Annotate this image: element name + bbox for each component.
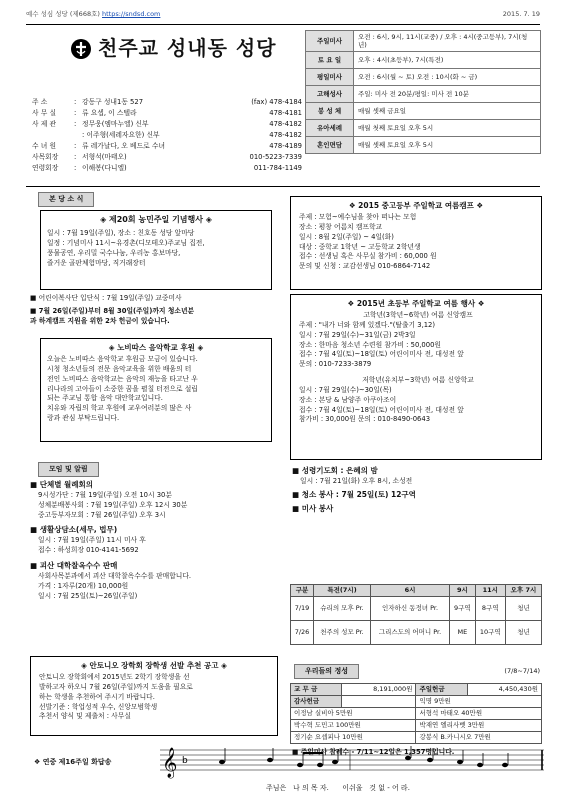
camp-line: 문의 : 010-7233-3879 — [299, 360, 372, 369]
schedule-key: 유아세례 — [306, 120, 354, 137]
mass-cell: 7/26 — [291, 621, 314, 645]
info-row: 수 녀 원 : 류 레가날다, 오 베드로 수녀 478-4189 — [32, 142, 302, 150]
section-tab-offerings: 우리들의 정성 — [294, 664, 359, 679]
consult-line: 일시 : 7월 19일(주일) 11시 미사 후 — [38, 536, 146, 545]
responsorial-psalm — [30, 744, 544, 800]
scholarship-lines — [39, 673, 193, 722]
info-phone: 478-4189 — [269, 142, 302, 150]
music-line: 랑과 관심 부탁드립니다. — [47, 414, 120, 423]
children-camp-box — [290, 294, 542, 460]
mass-cell: 9구역 — [450, 597, 476, 621]
header-rule — [26, 186, 540, 187]
corn-line: 일시 : 7월 25일(토)~26일(주일) — [38, 591, 138, 600]
info-key: 수 녀 원 — [32, 142, 57, 150]
issue-text: 예수 성심 성당 (제668호) — [26, 10, 100, 18]
camp-line: 장소 : 본당 & 남양주 아쿠아조이 — [299, 395, 397, 404]
mass-cell: 인자하신 동정녀 Pr. — [371, 597, 450, 621]
scholarship-line: 추천서 양식 및 제출처 : 사무실 — [39, 712, 131, 721]
mass-schedule-table — [305, 30, 541, 154]
info-key: 사 무 실 — [32, 109, 57, 117]
consult-head: ■ 생활상담소(세무, 법무) — [30, 525, 280, 536]
offering-donor: 이정남 실비아 5만원 — [291, 708, 416, 720]
music-school-box — [40, 338, 272, 442]
info-key: 사 제 관 — [32, 120, 57, 128]
right-notices — [292, 466, 542, 514]
corn-line: 사회사목분과에서 괴산 대학찰옥수수를 판매합니다. — [38, 571, 192, 580]
mass-col-header: 특전(7시) — [314, 585, 371, 597]
info-row: 주 소 : 강동구 성내1동 527 (fax) 478-4184 — [32, 98, 302, 106]
info-key: 주 소 — [32, 98, 48, 106]
info-value: 정무웅(엠마누엘) 신부 — [82, 120, 149, 128]
schedule-key: 봉 성 체 — [306, 103, 354, 120]
offering-key: 주일헌금 — [416, 684, 467, 696]
offering-donor: 서형석 마태오 40만원 — [416, 708, 542, 720]
offering-period: (7/8~7/14) — [504, 667, 540, 675]
offering-key: 감사헌금 — [291, 696, 342, 708]
camp-line: 접수 : 7월 4일(토)~18일(토) 어린이미사 전, 대성전 앞 — [299, 405, 464, 414]
offering-donor: 익명 9만원 — [416, 696, 542, 708]
camp-line: 주제 : 모험~예수님을 찾아 떠나는 모험 — [299, 213, 417, 221]
contact-info — [32, 98, 302, 175]
music-school-lines — [47, 355, 265, 424]
section-tab-meetings: 모임 및 알림 — [38, 462, 99, 477]
schedule-row — [306, 103, 541, 120]
camp-line: 장소 : 평창 어름치 캠프학교 — [299, 222, 383, 231]
camp-line: 참가비 : 30,000원 문의 : 010-8490-0643 — [299, 415, 431, 424]
offering-donor: 강봉식 B.카니시오 7만원 — [416, 732, 542, 744]
schedule-key: 토 요 일 — [306, 52, 354, 69]
schedule-value: 오전 : 6시(월 ~ 토) 오전 : 10시(화 ~ 금) — [354, 69, 541, 86]
schedule-row — [306, 69, 541, 86]
church-header — [26, 30, 302, 180]
schedule-key: 주일미사 — [306, 31, 354, 52]
info-key: 사목회장 — [32, 153, 59, 161]
farm-event-title: ◈ 제20회 농민주일 기념행사 ◈ — [100, 215, 212, 224]
meetings-section — [30, 480, 280, 601]
info-phone: 478-4181 — [269, 109, 302, 117]
youth-camp-title: ❖ 2015 중고등부 주일학교 여름캠프 ❖ — [348, 201, 484, 210]
info-value: 류 레가날다, 오 베드로 수녀 — [82, 142, 166, 150]
altar-server-notice: ■ 어린이복사단 입단식 : 7월 19일(주일) 교중미사 — [30, 294, 280, 304]
offering-donor: 박재연 엘리사벳 3만원 — [416, 720, 542, 732]
mass-cell: 그리스도의 어머니 Pr. — [371, 621, 450, 645]
schedule-key: 혼인면담 — [306, 137, 354, 154]
meetings-head: ■ 단체별 월례회의 — [30, 480, 280, 491]
music-staff-icon — [160, 744, 544, 784]
info-row — [32, 131, 302, 142]
farm-line: 일정 : 기념미사 11시~유경촌(디모테오)주교님 집전, — [47, 238, 205, 247]
schedule-row — [306, 31, 541, 52]
consult-lines — [30, 536, 280, 556]
camp-line: 주제 : "내가 너와 함께 있겠다."(탈출기 3,12) — [299, 320, 436, 329]
schedule-row — [306, 137, 541, 154]
schedule-key: 고해성사 — [306, 86, 354, 103]
schedule-value: 오후 : 4시(초등부), 7시(특전) — [354, 52, 541, 69]
music-line: 치유와 자립의 학교 후원에 교우여러분의 많은 사 — [47, 404, 192, 413]
section-tab-parish-news: 본 당 소 식 — [38, 192, 94, 207]
corn-line: 가격 : 1자루(20개) 10,000원 — [38, 581, 129, 590]
meeting-line: 중고등부자모회 : 7월 26일(주일) 오후 3시 — [38, 510, 166, 519]
info-phone: 010-5223-7339 — [249, 153, 302, 161]
offering-row — [291, 732, 542, 744]
schedule-value: 매월 첫째 토요일 오후 5시 — [354, 120, 541, 137]
mass-col-header: 오후 7시 — [505, 585, 541, 597]
scholarship-line: 안토니오 장학회에서 2015년도 2학기 장학생을 선 — [39, 673, 190, 681]
info-row: 사 제 관 : 정무웅(엠마누엘) 신부 478-4182 — [32, 120, 302, 128]
schedule-value: 오전 : 6시, 9시, 11시(교중) / 오후 : 4시(중고등부), 7시(청년) — [354, 31, 541, 52]
mass-cell: 8구역 — [475, 597, 505, 621]
top-rule — [26, 24, 540, 25]
children-camp-title: ❖ 2015년 초등부 주일학교 여름 행사 ❖ — [347, 299, 485, 308]
info-value: 이해봉(다니엘) — [82, 164, 127, 172]
music-school-title: ◈ 노비따스 음악학교 후원 ◈ — [108, 343, 204, 352]
mass-col-header: 6시 — [371, 585, 450, 597]
schedule-row — [306, 52, 541, 69]
music-line: 전인 노비따스 음악학교는 음악의 재능을 타고난 우 — [47, 374, 198, 383]
info-phone: 478-4182 — [269, 120, 302, 128]
top-bar — [26, 10, 540, 22]
mass-cell: 청년 — [505, 621, 541, 645]
meetings-lines — [30, 491, 280, 521]
offering-row — [291, 708, 542, 720]
parish-news-items — [30, 294, 280, 327]
meeting-line: 9시성가단 : 7월 19일(주일) 오전 10시 30분 — [38, 490, 172, 499]
mass-table-row — [291, 597, 542, 621]
info-row: 연령회장 : 이해봉(다니엘) 011-784-1149 — [32, 164, 302, 172]
info-key: 연령회장 — [32, 164, 59, 172]
attendance-text: ■ 주일미사 참례수 - 7/11~12일은 1,357명입니다. — [292, 748, 454, 756]
offering-donor: 정기순 요셉피나 10만원 — [291, 732, 416, 744]
offering-amount: 8,191,000원 — [342, 684, 416, 696]
camp-line: 일시 : 8월 2일(주일) ~ 4일(화) — [299, 232, 394, 241]
collection-notice: ■ 7월 26일(주일)부터 8월 30일(주일)까지 청소년분 — [30, 307, 280, 317]
mass-cell: ME — [450, 621, 476, 645]
site-link[interactable]: https://sndsd.com — [102, 10, 161, 18]
mass-table-row — [291, 621, 542, 645]
camp-line: 일시 : 7월 29일(수)~30일(목) — [299, 385, 392, 394]
children-camp-lines — [299, 311, 537, 425]
info-value: 강동구 성내1동 527 — [82, 98, 144, 106]
mass-service-table — [290, 584, 542, 645]
offerings-table — [290, 683, 542, 744]
camp-line: 일시 : 7월 29일(수)~31일(금) 2박3일 — [299, 330, 416, 339]
schedule-value: 매월 셋째 토요일 오후 5시 — [354, 137, 541, 154]
farm-event-lines — [47, 229, 205, 268]
camp-line: 문의 및 신청 : 교감선생님 010-6864-7142 — [299, 262, 431, 271]
church-logo-icon — [70, 38, 92, 60]
schedule-value: 주일: 미사 전 20분/평일: 미사 전 10분 — [354, 86, 541, 103]
music-line: 리나라의 고아들이 소중한 꿈을 펼칠 터전으로 설립 — [47, 384, 198, 393]
schedule-row — [306, 120, 541, 137]
offering-row — [291, 720, 542, 732]
farm-line: 즐거운 골판체험마당, 직거래장터 — [47, 258, 146, 267]
music-line: 시청 청소년들의 전문 음악교육을 위한 배움의 터 — [47, 364, 192, 373]
info-value: 서형석(마태오) — [82, 153, 127, 161]
church-name: 천주교 성내동 성당 — [98, 36, 277, 60]
junior-camp-subtitle: 저학년(유치부~3학년) 여름 신앙학교 — [362, 376, 474, 385]
music-line: 되는 주교님 통합 음악 대안학교입니다. — [47, 394, 163, 403]
cleaning-service: ■ 청소 봉사 : 7월 25일(토) 12구역 — [292, 490, 542, 501]
mass-col-header: 9시 — [450, 585, 476, 597]
music-line: 오늘은 노비따스 음악학교 후원금 모금이 있습니다. — [47, 355, 198, 363]
corn-sale-head: ■ 괴산 대학찰옥수수 판매 — [30, 561, 280, 572]
info-value: 류 요셉, 이 스텔라 — [82, 109, 137, 117]
senior-camp-subtitle: 고학년(3학년~6학년) 여름 신앙캠프 — [363, 311, 473, 319]
info-phone: 011-784-1149 — [253, 164, 302, 172]
scholarship-box — [30, 656, 278, 736]
info-phone: 478-4182 — [269, 131, 302, 139]
scholarship-line: 하는 학생을 추천하여 주시기 바랍니다. — [39, 692, 155, 701]
mass-cell: 10구역 — [475, 621, 505, 645]
corn-sale-lines — [30, 572, 280, 602]
svg-text:𝄞: 𝄞 — [162, 748, 178, 778]
bulletin-date: 2015. 7. 19 — [502, 10, 540, 18]
offering-row — [291, 696, 542, 708]
info-phone: (fax) 478-4184 — [251, 98, 302, 106]
prayer-meeting-line: 일시 : 7월 21일(화) 오후 8시, 소성전 — [300, 476, 413, 485]
bulletin-issue — [26, 10, 160, 18]
consult-line: 접수 : 하성희장 010-4141-5692 — [38, 546, 139, 555]
schedule-row — [306, 86, 541, 103]
psalm-label: ❖ 연중 제16주일 화답송 — [34, 758, 112, 766]
info-value: : 이주형(세레자요한) 신부 — [82, 131, 160, 139]
camp-line: 접수 : 선생님 혹은 사무실 참가비 : 60,000 원 — [299, 252, 437, 261]
mass-cell: 7/19 — [291, 597, 314, 621]
offering-donor: 박수혁 도민고 100만원 — [291, 720, 416, 732]
info-row: 사 무 실 : 류 요셉, 이 스텔라 478-4181 — [32, 109, 302, 117]
camp-line: 접수 : 7월 4일(토)~18일(토) 어린이미사 전, 대성전 앞 — [299, 350, 464, 359]
schedule-value: 매월 셋째 금요일 — [354, 103, 541, 120]
mass-cell: 천주의 성모 Pr. — [314, 621, 371, 645]
youth-camp-box — [290, 196, 542, 290]
info-row: 사목회장 : 서형석(마태오) 010-5223-7339 — [32, 153, 302, 161]
scholarship-title: ◈ 안토니오 장학회 장학생 선발 추천 공고 ◈ — [81, 661, 227, 670]
mass-cell: 청년 — [505, 597, 541, 621]
offering-amount — [342, 696, 416, 708]
collection-notice-cont: 과 하계캠프 지원을 위한 2차 헌금이 있습니다. — [30, 316, 170, 325]
prayer-meeting-head: ■ 성령기도회 : 은혜의 밤 — [292, 466, 542, 477]
camp-line: 대상 : 중학교 1학년 ~ 고등학교 2학년생 — [299, 242, 421, 251]
mass-cell: 슈리의 모후 Pr. — [314, 597, 371, 621]
camp-line: 장소 : 한마음 청소년 수련원 참가비 : 50,000원 — [299, 340, 441, 349]
scholarship-line: 발하고자 하오니 7월 26일(주일)까지 도움을 필요로 — [39, 682, 193, 691]
psalm-lyrics: 주님은 나 의 목 자. 이쉬울 것 없 - 어 라. — [266, 784, 410, 792]
mass-service-head: ■ 미사 봉사 — [292, 504, 542, 515]
youth-camp-lines — [299, 213, 437, 272]
mass-col-header: 구분 — [291, 585, 314, 597]
offering-amount: 4,450,430원 — [467, 684, 541, 696]
svg-text:b: b — [182, 756, 188, 766]
mass-col-header: 11시 — [475, 585, 505, 597]
offering-row — [291, 684, 542, 696]
meeting-line: 성체분배봉사회 : 7월 19일(주일) 오후 12시 30분 — [38, 500, 188, 509]
farm-line: 풍물공연, 우리밀 국수나눔, 우리농 홍보마당, — [47, 248, 181, 257]
offering-key: 교 무 금 — [291, 684, 342, 696]
schedule-key: 평일미사 — [306, 69, 354, 86]
mass-table-header — [291, 585, 542, 597]
scholarship-line: 선발기준 : 학업성적 우수, 신앙모범학생 — [39, 702, 158, 711]
farm-event-box — [40, 210, 272, 290]
farm-line: 일시 : 7월 19일(주일), 장소 : 친호동 성당 앞마당 — [47, 229, 195, 237]
